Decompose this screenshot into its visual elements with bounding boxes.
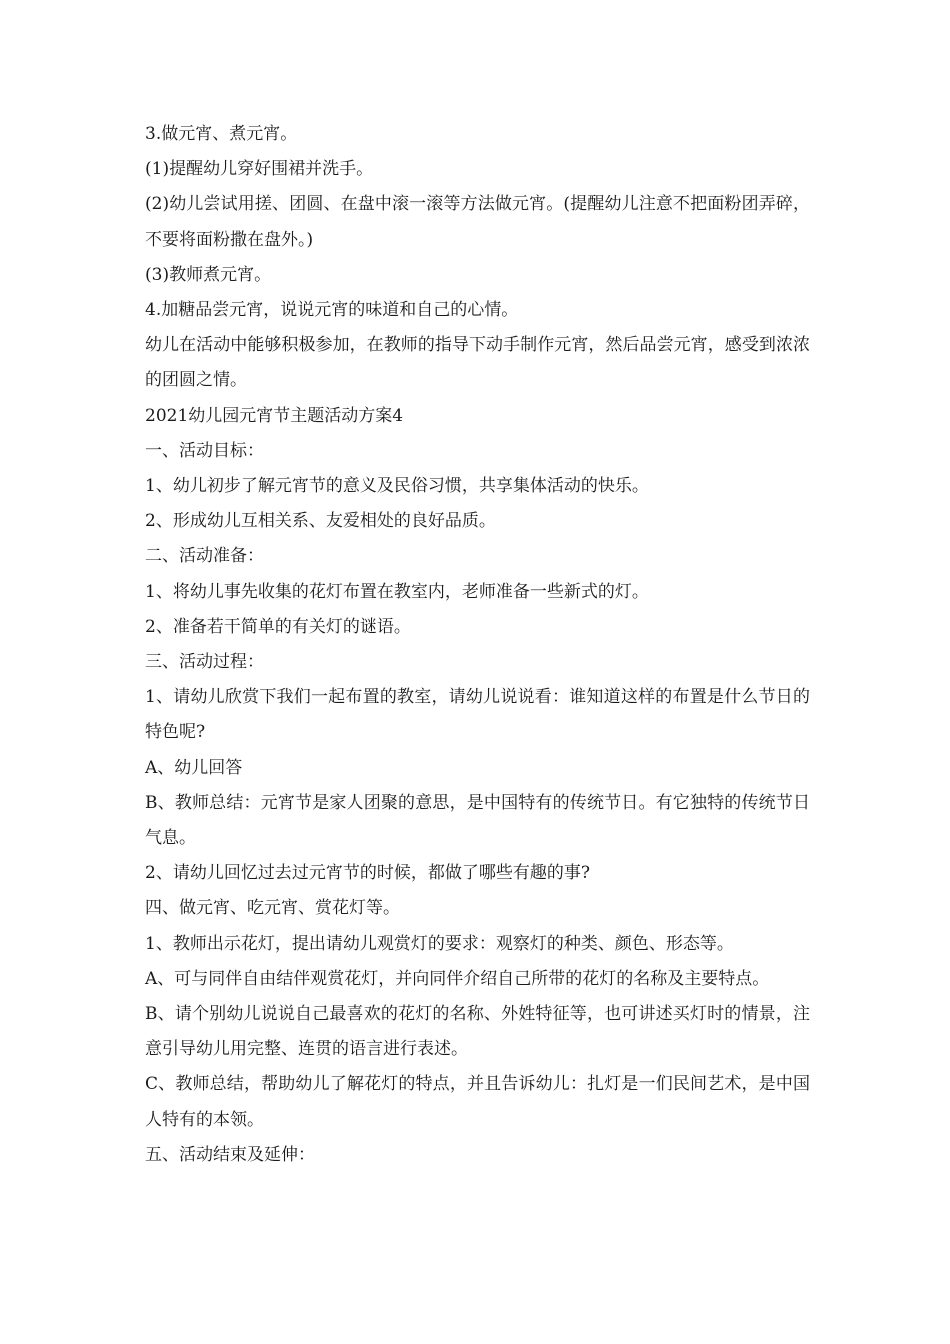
- activities-item-1a: A、可与同伴自由结伴观赏花灯，并向同伴介绍自己所带的花灯的名称及主要特点。: [145, 968, 770, 989]
- activities-item-1b: B、请个别幼儿说说自己最喜欢的花灯的名称、外姓特征等，也可讲述买灯时的情景，注意引导幼儿用完整、连贯的语言进行表述。: [145, 1004, 810, 1060]
- goal-item-2: 2、形成幼儿互相关系、友爱相处的良好品质。: [145, 511, 496, 532]
- activities-item-1c: C、教师总结，帮助幼儿了解花灯的特点，并且告诉幼儿：扎灯是一们民间艺术，是中国人特有的本领。: [145, 1074, 810, 1130]
- preparation-item-1: 1、将幼儿事先收集的花灯布置在教室内，老师准备一些新式的灯。: [145, 581, 649, 602]
- process-item-2: 2、请幼儿回忆过去过元宵节的时候，都做了哪些有趣的事?: [145, 863, 590, 884]
- activities-item-1: 1、教师出示花灯，提出请幼儿观赏灯的要求：观察灯的种类、颜色、形态等。: [145, 933, 734, 954]
- document-body: [145, 117, 810, 1173]
- step-4-heading: 4.加糖品尝元宵，说说元宵的味道和自己的心情。: [145, 300, 519, 321]
- section-process-heading: 三、活动过程：: [145, 652, 264, 673]
- goal-item-1: 1、幼儿初步了解元宵节的意义及民俗习惯，共享集体活动的快乐。: [145, 476, 649, 497]
- process-item-1: 1、请幼儿欣赏下我们一起布置的教室，请幼儿说说看：谁知道这样的布置是什么节日的特色呢?: [145, 687, 810, 743]
- section-goals-heading: 一、活动目标：: [145, 440, 264, 461]
- step-3-item-1: (1)提醒幼儿穿好围裙并洗手。: [145, 159, 374, 180]
- section-activities-heading: 四、做元宵、吃元宵、赏花灯等。: [145, 898, 400, 919]
- process-item-1a: A、幼儿回答: [145, 757, 243, 778]
- section-ending-heading: 五、活动结束及延伸：: [145, 1144, 315, 1165]
- preparation-item-2: 2、准备若干简单的有关灯的谜语。: [145, 616, 411, 637]
- step-3-item-3: (3)教师煮元宵。: [145, 264, 272, 285]
- step-3-item-2: (2)幼儿尝试用搓、团圆、在盘中滚一滚等方法做元宵。(提醒幼儿注意不把面粉团弄碎，不要将面粉撒在盘外。): [145, 194, 810, 250]
- section-preparation-heading: 二、活动准备：: [145, 546, 264, 567]
- process-item-1b: B、教师总结：元宵节是家人团聚的意思，是中国特有的传统节日。有它独特的传统节日气息。: [145, 792, 810, 849]
- step-3-heading: 3.做元宵、煮元宵。: [145, 124, 298, 144]
- reflection-paragraph: 幼儿在活动中能够积极参加，在教师的指导下动手制作元宵，然后品尝元宵，感受到浓浓的团圆之情。: [145, 335, 810, 391]
- plan-4-title: 2021幼儿园元宵节主题活动方案4: [145, 405, 404, 426]
